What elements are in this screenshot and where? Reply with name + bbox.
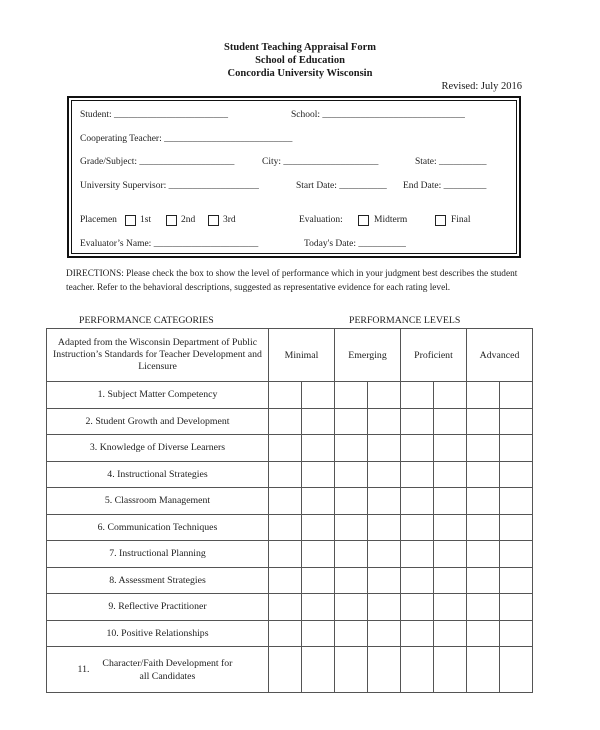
table-row [47, 435, 533, 462]
rating-checkbox-cell[interactable] [335, 594, 368, 621]
rating-checkbox-cell[interactable] [335, 461, 368, 488]
rating-checkbox-cell[interactable] [434, 620, 467, 647]
category-cell: 8. Assessment Strategies [47, 567, 269, 594]
placement-1st-checkbox[interactable] [125, 215, 136, 226]
category-cell: 5. Classroom Management [47, 488, 269, 515]
category-cell [47, 647, 269, 693]
appraisal-table [46, 328, 533, 693]
rating-checkbox-cell[interactable] [401, 594, 434, 621]
rating-checkbox-cell[interactable] [368, 541, 401, 568]
rating-checkbox-cell[interactable] [335, 620, 368, 647]
category-cell: 1. Subject Matter Competency [47, 382, 269, 409]
rating-checkbox-cell[interactable] [302, 382, 335, 409]
table-row [47, 488, 533, 515]
category-cell: 10. Positive Relationships [47, 620, 269, 647]
table-row [47, 461, 533, 488]
rating-checkbox-cell[interactable] [434, 488, 467, 515]
supervisor-field[interactable]: University Supervisor: ___________________ [80, 181, 259, 191]
city-field[interactable]: City: ____________________ [262, 157, 379, 167]
rating-checkbox-cell[interactable] [434, 435, 467, 462]
placement-label: Placemen [80, 215, 117, 225]
rating-checkbox-cell[interactable] [368, 382, 401, 409]
school-name: School of Education [255, 55, 345, 66]
placement-1st-label: 1st [140, 215, 152, 225]
rating-checkbox-cell[interactable] [467, 461, 500, 488]
rating-checkbox-cell[interactable] [467, 514, 500, 541]
rating-checkbox-cell[interactable] [302, 541, 335, 568]
rating-checkbox-cell[interactable] [434, 594, 467, 621]
rating-checkbox-cell[interactable] [434, 461, 467, 488]
rating-checkbox-cell[interactable] [335, 382, 368, 409]
level-advanced: Advanced [467, 329, 533, 382]
rating-checkbox-cell[interactable] [401, 647, 434, 693]
school-field[interactable]: School: ______________________________ [291, 110, 465, 120]
level-emerging: Emerging [335, 329, 401, 382]
rating-checkbox-cell[interactable] [302, 408, 335, 435]
rating-checkbox-cell[interactable] [302, 567, 335, 594]
rating-checkbox-cell[interactable] [467, 620, 500, 647]
rating-checkbox-cell[interactable] [368, 647, 401, 693]
rating-checkbox-cell[interactable] [401, 435, 434, 462]
form-title: Student Teaching Appraisal Form [224, 42, 376, 53]
grade-subject-field[interactable]: Grade/Subject: ____________________ [80, 157, 235, 167]
performance-levels-header: PERFORMANCE LEVELS [349, 315, 461, 326]
rating-checkbox-cell[interactable] [467, 647, 500, 693]
rating-checkbox-cell[interactable] [467, 541, 500, 568]
rating-checkbox-cell[interactable] [302, 594, 335, 621]
rating-checkbox-cell[interactable] [434, 408, 467, 435]
category-cell: 4. Instructional Strategies [47, 461, 269, 488]
rating-checkbox-cell[interactable] [434, 647, 467, 693]
placement-3rd-checkbox[interactable] [208, 215, 219, 226]
start-date-field[interactable]: Start Date: __________ [296, 181, 387, 191]
rating-checkbox-cell[interactable] [500, 382, 533, 409]
table-row [47, 408, 533, 435]
university-name: Concordia University Wisconsin [227, 68, 373, 79]
table-row [47, 647, 533, 693]
rating-checkbox-cell[interactable] [401, 567, 434, 594]
category-cell: 3. Knowledge of Diverse Learners [47, 435, 269, 462]
rating-checkbox-cell[interactable] [401, 408, 434, 435]
category-cell: 6. Communication Techniques [47, 514, 269, 541]
rating-checkbox-cell[interactable] [269, 567, 302, 594]
rating-checkbox-cell[interactable] [467, 408, 500, 435]
rating-checkbox-cell[interactable] [401, 488, 434, 515]
table-header-row [47, 329, 533, 382]
cooperating-teacher-field[interactable]: Cooperating Teacher: ___________________________ [80, 134, 293, 144]
rating-checkbox-cell[interactable] [368, 461, 401, 488]
rating-checkbox-cell[interactable] [500, 647, 533, 693]
rating-checkbox-cell[interactable] [434, 382, 467, 409]
table-row [47, 541, 533, 568]
level-minimal: Minimal [269, 329, 335, 382]
rating-checkbox-cell[interactable] [269, 541, 302, 568]
rating-checkbox-cell[interactable] [467, 594, 500, 621]
rating-checkbox-cell[interactable] [467, 435, 500, 462]
rating-checkbox-cell[interactable] [269, 435, 302, 462]
student-info-box [67, 96, 521, 258]
rating-checkbox-cell[interactable] [269, 382, 302, 409]
category-cell: 7. Instructional Planning [47, 541, 269, 568]
rating-checkbox-cell[interactable] [434, 514, 467, 541]
rating-checkbox-cell[interactable] [335, 567, 368, 594]
todays-date-field[interactable]: Today's Date: __________ [304, 239, 406, 249]
rating-checkbox-cell[interactable] [368, 594, 401, 621]
rating-checkbox-cell[interactable] [335, 435, 368, 462]
rating-checkbox-cell[interactable] [368, 488, 401, 515]
rating-checkbox-cell[interactable] [335, 541, 368, 568]
rating-checkbox-cell[interactable] [500, 461, 533, 488]
rating-checkbox-cell[interactable] [302, 461, 335, 488]
level-proficient: Proficient [401, 329, 467, 382]
table-row [47, 620, 533, 647]
rating-checkbox-cell[interactable] [302, 435, 335, 462]
performance-categories-header: PERFORMANCE CATEGORIES [79, 315, 214, 326]
rating-checkbox-cell[interactable] [401, 382, 434, 409]
final-label: Final [451, 215, 471, 225]
state-field[interactable]: State: __________ [415, 157, 487, 167]
table-row [47, 514, 533, 541]
rating-checkbox-cell[interactable] [500, 567, 533, 594]
rating-checkbox-cell[interactable] [467, 488, 500, 515]
rating-checkbox-cell[interactable] [467, 382, 500, 409]
rating-checkbox-cell[interactable] [302, 647, 335, 693]
rating-checkbox-cell[interactable] [302, 488, 335, 515]
placement-2nd-label: 2nd [181, 215, 196, 225]
rating-checkbox-cell[interactable] [335, 647, 368, 693]
midterm-checkbox[interactable] [358, 215, 369, 226]
rating-checkbox-cell[interactable] [467, 567, 500, 594]
evaluator-name-field[interactable]: Evaluator’s Name: ______________________ [80, 239, 259, 249]
rating-checkbox-cell[interactable] [302, 514, 335, 541]
rating-checkbox-cell[interactable] [335, 488, 368, 515]
rating-checkbox-cell[interactable] [500, 488, 533, 515]
rating-checkbox-cell[interactable] [269, 594, 302, 621]
rating-checkbox-cell[interactable] [434, 567, 467, 594]
rating-checkbox-cell[interactable] [302, 620, 335, 647]
placement-2nd-checkbox[interactable] [166, 215, 177, 226]
rating-checkbox-cell[interactable] [335, 514, 368, 541]
rating-checkbox-cell[interactable] [368, 567, 401, 594]
row-11-label: Character/Faith Development for all Candidates [102, 657, 233, 682]
rating-checkbox-cell[interactable] [500, 435, 533, 462]
rating-checkbox-cell[interactable] [335, 408, 368, 435]
rating-checkbox-cell[interactable] [401, 461, 434, 488]
midterm-label: Midterm [374, 215, 408, 225]
rating-checkbox-cell[interactable] [500, 594, 533, 621]
rating-checkbox-cell[interactable] [401, 541, 434, 568]
placement-3rd-label: 3rd [223, 215, 236, 225]
table-row [47, 567, 533, 594]
end-date-field[interactable]: End Date: _________ [403, 181, 487, 191]
rating-checkbox-cell[interactable] [500, 620, 533, 647]
rating-checkbox-cell[interactable] [434, 541, 467, 568]
rating-checkbox-cell[interactable] [269, 514, 302, 541]
rating-checkbox-cell[interactable] [269, 488, 302, 515]
revised-date: Revised: July 2016 [441, 81, 522, 92]
rating-checkbox-cell[interactable] [269, 408, 302, 435]
rating-checkbox-cell[interactable] [500, 541, 533, 568]
rating-checkbox-cell[interactable] [500, 514, 533, 541]
rating-checkbox-cell[interactable] [401, 514, 434, 541]
student-field[interactable]: Student: ________________________ [80, 110, 229, 120]
adapted-from-cell: Adapted from the Wisconsin Department of Public Instruction’s Standards for Teacher Development and Licensure [47, 329, 269, 382]
rating-checkbox-cell[interactable] [401, 620, 434, 647]
directions-text: DIRECTIONS: Please check the box to show the level of performance which in your judgment best describes the student teacher. Refer to the behavioral descriptions, suggested as representative evidence for each rating level. [66, 269, 518, 293]
row-11-number: 11. [77, 664, 90, 675]
table-row [47, 382, 533, 409]
evaluation-label: Evaluation: [299, 215, 343, 225]
rating-checkbox-cell[interactable] [368, 408, 401, 435]
category-cell: 9. Reflective Practitioner [47, 594, 269, 621]
rating-checkbox-cell[interactable] [368, 620, 401, 647]
category-cell: 2. Student Growth and Development [47, 408, 269, 435]
table-row [47, 594, 533, 621]
rating-checkbox-cell[interactable] [269, 620, 302, 647]
rating-checkbox-cell[interactable] [500, 408, 533, 435]
rating-checkbox-cell[interactable] [368, 435, 401, 462]
final-checkbox[interactable] [435, 215, 446, 226]
rating-checkbox-cell[interactable] [269, 647, 302, 693]
rating-checkbox-cell[interactable] [368, 514, 401, 541]
rating-checkbox-cell[interactable] [269, 461, 302, 488]
